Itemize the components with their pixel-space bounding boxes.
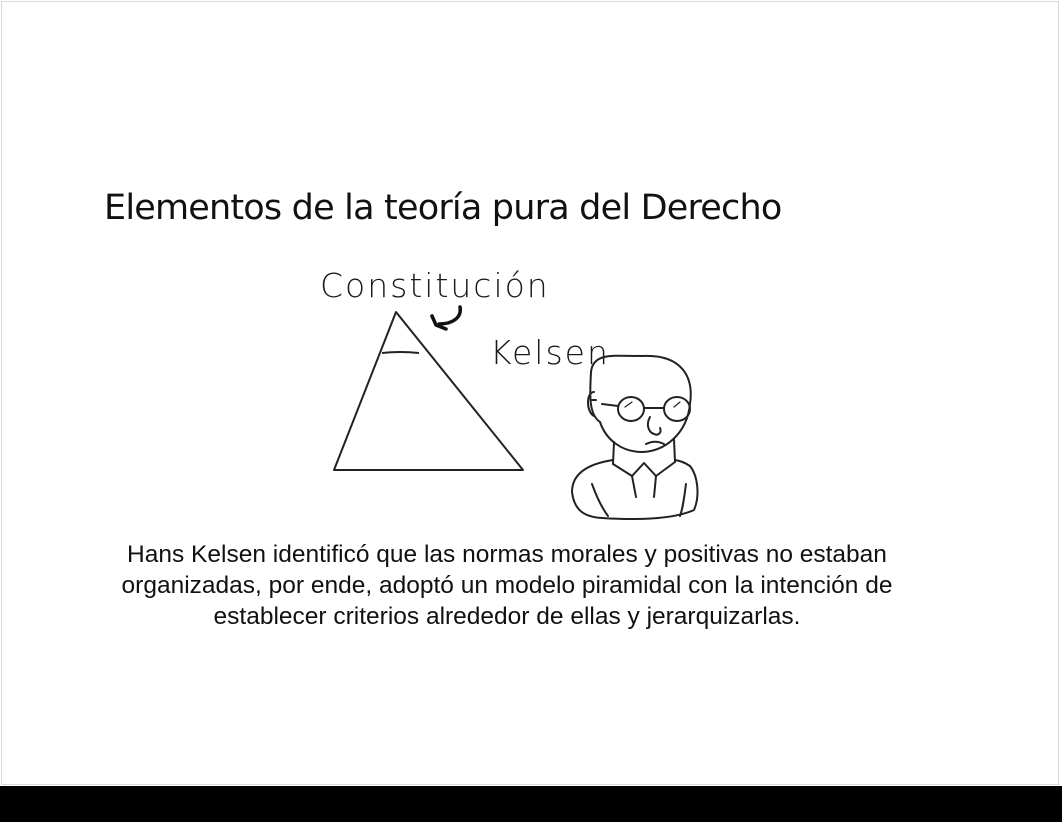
bottom-bar bbox=[0, 786, 1062, 822]
curved-arrow-icon bbox=[432, 307, 460, 329]
slide-title: Elementos de la teoría pura del Derecho bbox=[104, 188, 782, 228]
kelsen-label: Kelsen bbox=[490, 333, 610, 372]
slide-body-text: Hans Kelsen identificó que las normas morales y positivas no estaban organizadas, por ende, adoptó un modelo piramidal con la intención de establecer criterios alrededor de ellas y jerarquizarlas. bbox=[121, 541, 893, 630]
constitucion-label: Constitución bbox=[320, 266, 550, 305]
kelsen-pyramid-illustration bbox=[302, 252, 722, 527]
kelsen-portrait bbox=[572, 356, 697, 519]
slide bbox=[1, 1, 1059, 785]
